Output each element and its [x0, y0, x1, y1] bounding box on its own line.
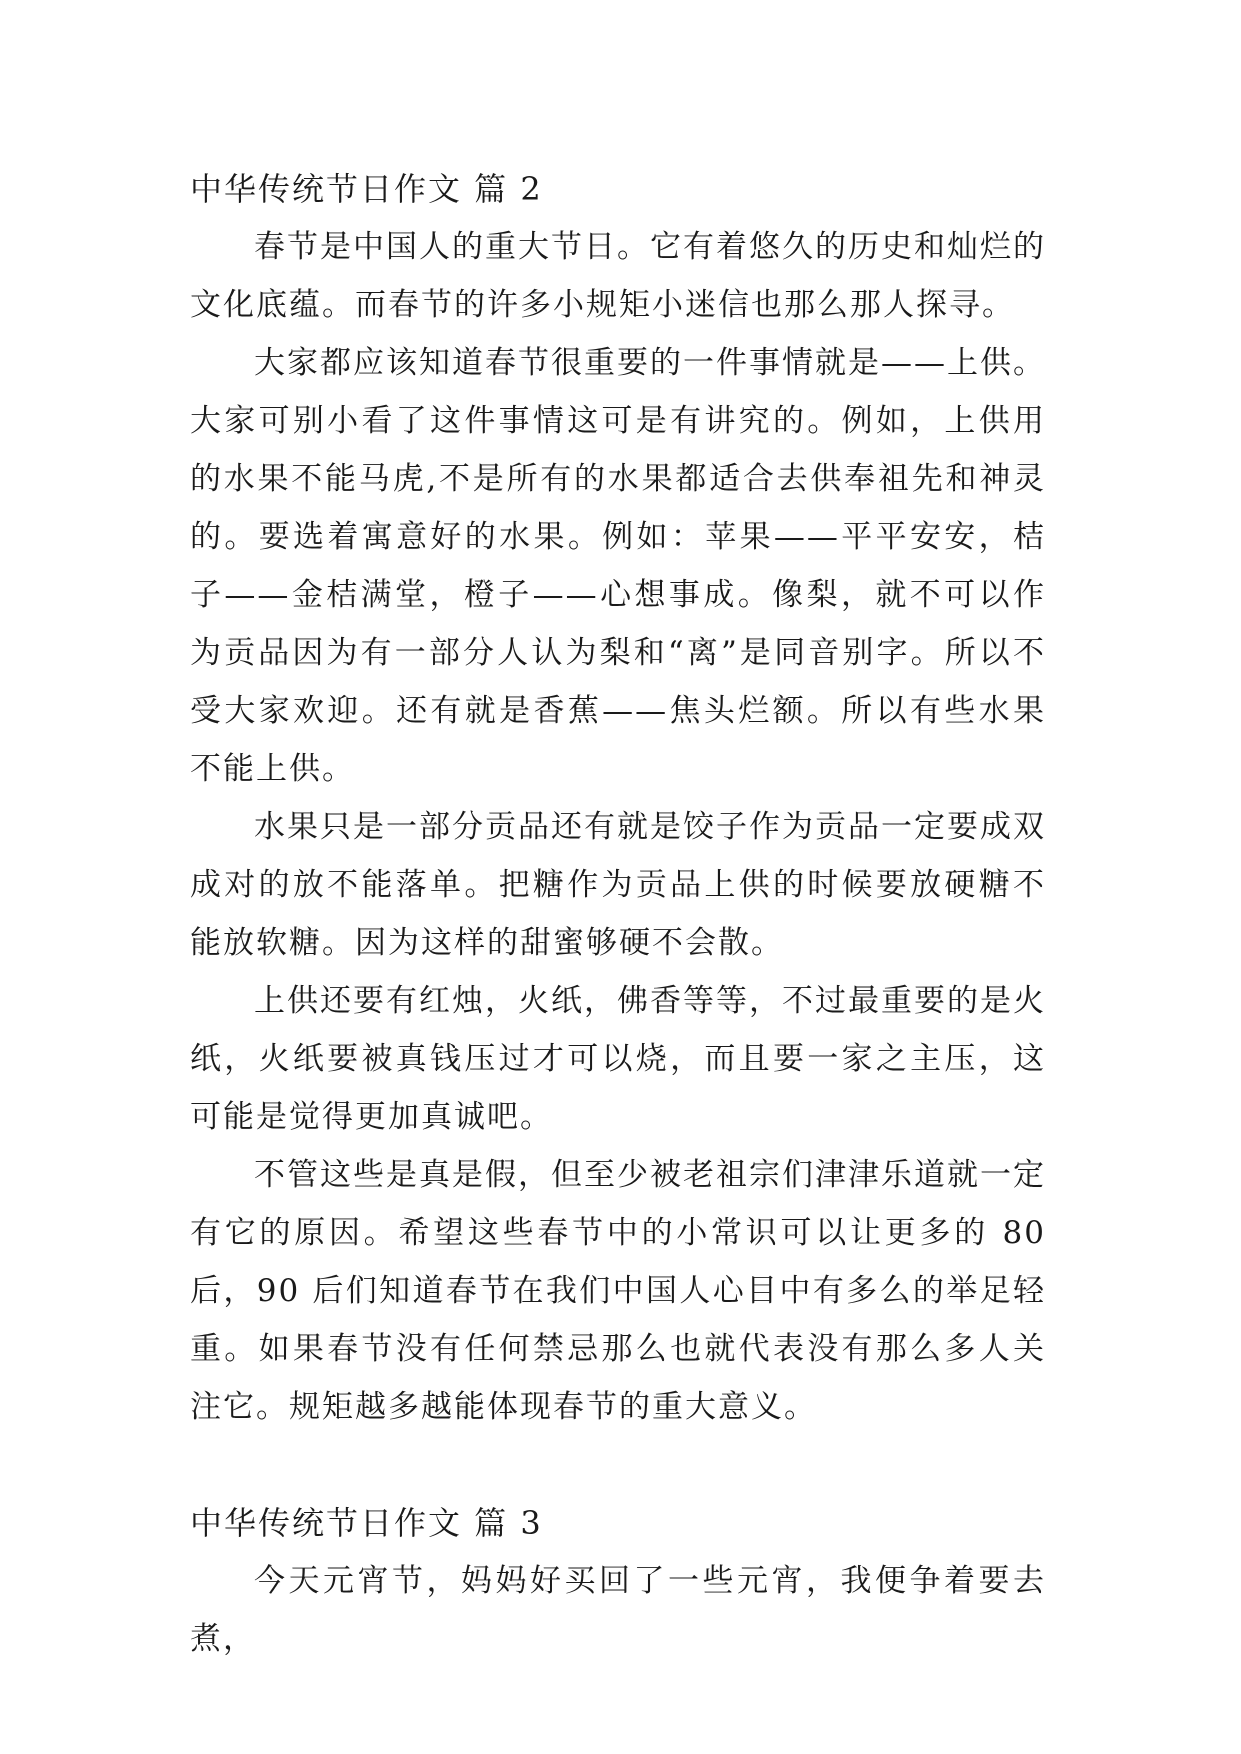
section-spacer — [190, 1436, 1046, 1494]
paragraph: 大家都应该知道春节很重要的一件事情就是——上供。大家可别小看了这件事情这可是有讲究的。例如，上供用的水果不能马虎,不是所有的水果都适合去供奉祖先和神灵的。要选着寓意好的水果。例如：苹果——平平安安，桔子——金桔满堂，橙子——心想事成。像梨，就不可以作为贡品因为有一部分人认为梨和“离”是同音别字。所以不受大家欢迎。还有就是香蕉——焦头烂额。所以有些水果不能上供。 — [190, 345, 1046, 787]
paragraph: 水果只是一部分贡品还有就是饺子作为贡品一定要成双成对的放不能落单。把糖作为贡品上供的时候要放硬糖不能放软糖。因为这样的甜蜜够硬不会散。 — [190, 809, 1046, 961]
document-page — [190, 160, 1046, 1668]
section-heading: 中华传统节日作文 篇 2 — [190, 170, 543, 208]
paragraph: 上供还要有红烛，火纸，佛香等等，不过最重要的是火纸，火纸要被真钱压过才可以烧，而且要一家之主压，这可能是觉得更加真诚吧。 — [190, 983, 1046, 1135]
paragraph: 春节是中国人的重大节日。它有着悠久的历史和灿烂的文化底蕴。而春节的许多小规矩小迷信也那么那人探寻。 — [190, 229, 1046, 323]
paragraph: 今天元宵节，妈妈好买回了一些元宵，我便争着要去煮， — [190, 1563, 1046, 1657]
section-heading: 中华传统节日作文 篇 3 — [190, 1504, 543, 1542]
paragraph: 不管这些是真是假，但至少被老祖宗们津津乐道就一定有它的原因。希望这些春节中的小常识可以让更多的 80 后，90 后们知道春节在我们中国人心目中有多么的举足轻重。如果春节没有任何禁忌那么也就代表没有那么多人关注它。规矩越多越能体现春节的重大意义。 — [190, 1157, 1046, 1425]
